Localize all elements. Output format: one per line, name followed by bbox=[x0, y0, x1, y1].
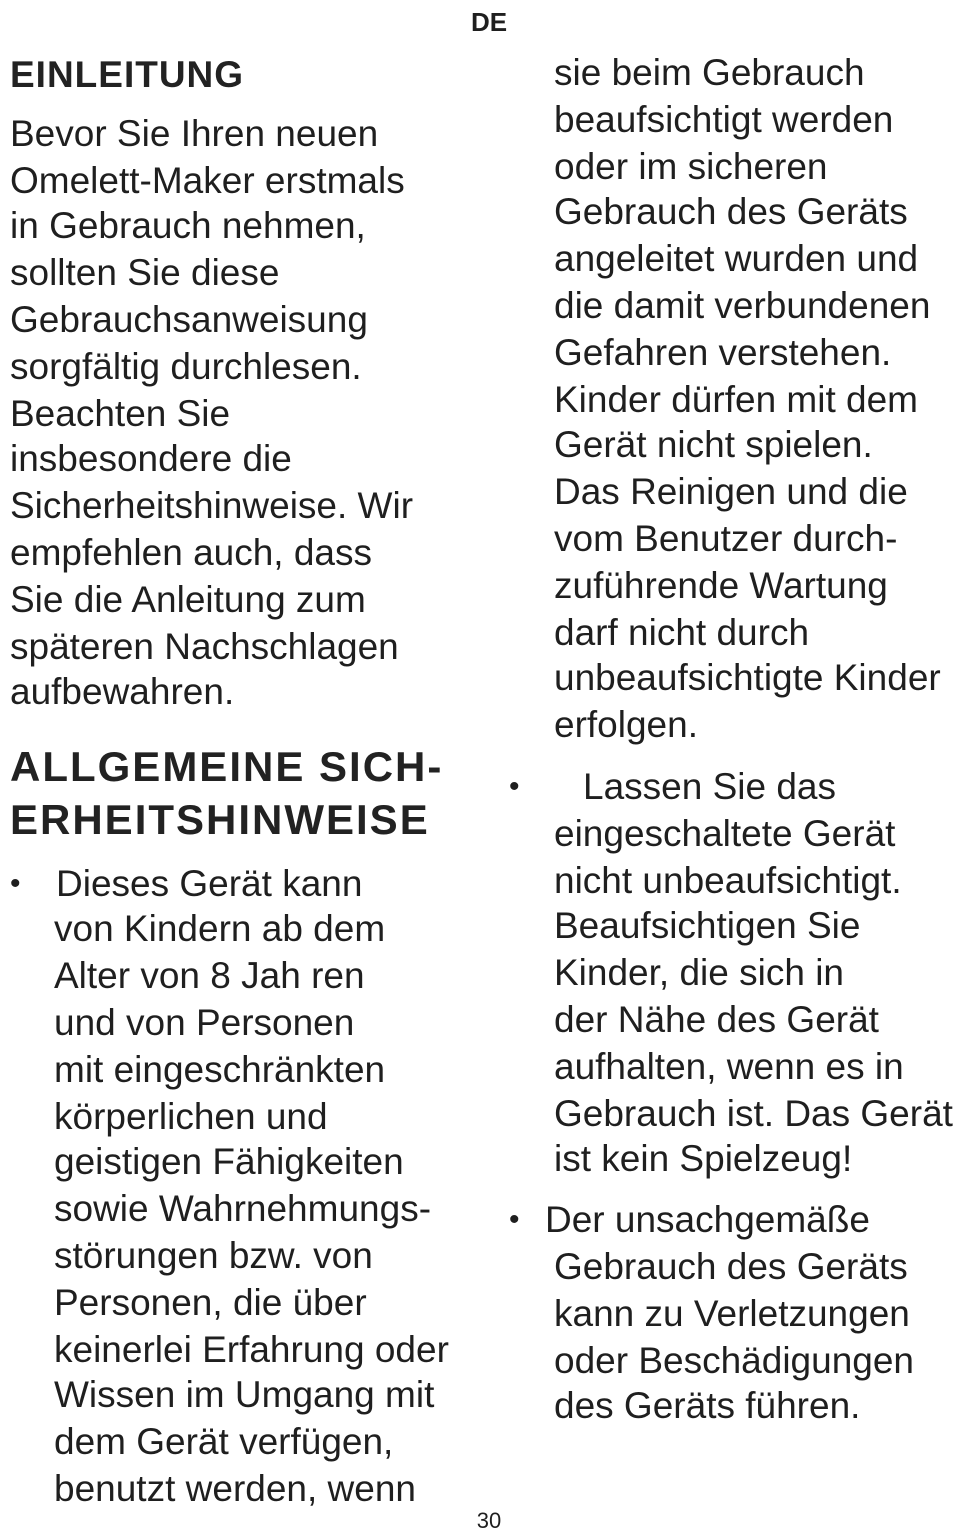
continuation-line: Gefahren verstehen. bbox=[554, 332, 892, 373]
bullet3-line: Gebrauch des Geräts bbox=[554, 1246, 908, 1287]
safety-heading-line-2: ERHEITSHINWEISE bbox=[10, 796, 430, 843]
bullet-marker: • bbox=[509, 770, 520, 803]
bullet3-line: des Geräts führen. bbox=[554, 1385, 861, 1426]
bullet1-line: sowie Wahrnehmungs- bbox=[54, 1188, 432, 1229]
bullet3-line: Der unsachgemäße bbox=[545, 1199, 870, 1240]
bullet2-line: Gebrauch ist. Das Gerät bbox=[554, 1093, 953, 1134]
intro-line: Beachten Sie bbox=[10, 393, 231, 434]
intro-line: sollten Sie diese bbox=[10, 252, 280, 293]
bullet1-line: mit eingeschränkten bbox=[54, 1049, 386, 1090]
bullet1-line: benutzt werden, wenn bbox=[54, 1468, 417, 1509]
continuation-line: die damit verbundenen bbox=[554, 285, 931, 326]
bullet1-line: Alter von 8 Jah ren bbox=[54, 955, 365, 996]
continuation-line: Das Reinigen und die bbox=[554, 471, 908, 512]
safety-heading-line-1: ALLGEMEINE SICH- bbox=[10, 743, 444, 790]
continuation-line: vom Benutzer durch- bbox=[554, 518, 898, 559]
intro-line: Gebrauchsanweisung bbox=[10, 299, 368, 340]
bullet-marker: • bbox=[10, 867, 21, 900]
bullet1-line: und von Personen bbox=[54, 1002, 355, 1043]
bullet1-line: Dieses Gerät kann bbox=[56, 863, 363, 904]
bullet2-line: Beaufsichtigen Sie bbox=[554, 905, 861, 946]
bullet3-line: kann zu Verletzungen bbox=[554, 1293, 910, 1334]
intro-line: insbesondere die bbox=[10, 438, 292, 479]
bullet1-line: Wissen im Umgang mit bbox=[54, 1374, 435, 1415]
intro-line: in Gebrauch nehmen, bbox=[10, 205, 366, 246]
continuation-line: angeleitet wurden und bbox=[554, 238, 919, 279]
bullet2-line: Kinder, die sich in bbox=[554, 952, 845, 993]
continuation-line: erfolgen. bbox=[554, 704, 698, 745]
continuation-line: beaufsichtigt werden bbox=[554, 99, 894, 140]
continuation-line: Gebrauch des Geräts bbox=[554, 191, 908, 232]
intro-line: Bevor Sie Ihren neuen bbox=[10, 113, 379, 154]
page-number: 30 bbox=[476, 1508, 502, 1533]
intro-line: Sie die Anleitung zum bbox=[10, 579, 366, 620]
continuation-line: Gerät nicht spielen. bbox=[554, 424, 873, 465]
continuation-line: unbeaufsichtigte Kinder bbox=[554, 657, 941, 698]
continuation-line: zuführende Wartung bbox=[554, 565, 888, 606]
bullet1-line: keinerlei Erfahrung oder bbox=[54, 1329, 449, 1370]
bullet1-line: geistigen Fähigkeiten bbox=[54, 1141, 404, 1182]
continuation-line: darf nicht durch bbox=[554, 612, 810, 653]
bullet2-line: aufhalten, wenn es in bbox=[554, 1046, 904, 1087]
bullet1-line: von Kindern ab dem bbox=[54, 908, 386, 949]
intro-line: empfehlen auch, dass bbox=[10, 532, 373, 573]
bullet2-line: ist kein Spielzeug! bbox=[554, 1138, 853, 1179]
bullet1-line: körperlichen und bbox=[54, 1096, 328, 1137]
bullet3-line: oder Beschädigungen bbox=[554, 1340, 915, 1381]
bullet-marker: • bbox=[509, 1203, 520, 1236]
introduction-heading: EINLEITUNG bbox=[10, 54, 245, 95]
bullet2-line: der Nähe des Gerät bbox=[554, 999, 879, 1040]
intro-line: sorgfältig durchlesen. bbox=[10, 346, 362, 387]
intro-line: Omelett-Maker erstmals bbox=[10, 160, 405, 201]
bullet1-line: störungen bzw. von bbox=[54, 1235, 373, 1276]
bullet2-line: eingeschaltete Gerät bbox=[554, 813, 896, 854]
intro-line: Sicherheitshinweise. Wir bbox=[10, 485, 414, 526]
intro-line: aufbewahren. bbox=[10, 671, 235, 712]
bullet1-line: Personen, die über bbox=[54, 1282, 367, 1323]
continuation-line: oder im sicheren bbox=[554, 146, 828, 187]
bullet2-line: nicht unbeaufsichtigt. bbox=[554, 860, 902, 901]
continuation-line: Kinder dürfen mit dem bbox=[554, 379, 919, 420]
bullet1-line: dem Gerät verfügen, bbox=[54, 1421, 394, 1462]
intro-line: späteren Nachschlagen bbox=[10, 626, 399, 667]
continuation-line: sie beim Gebrauch bbox=[554, 52, 865, 93]
language-code: DE bbox=[470, 7, 508, 37]
bullet2-line: Lassen Sie das bbox=[583, 766, 837, 807]
